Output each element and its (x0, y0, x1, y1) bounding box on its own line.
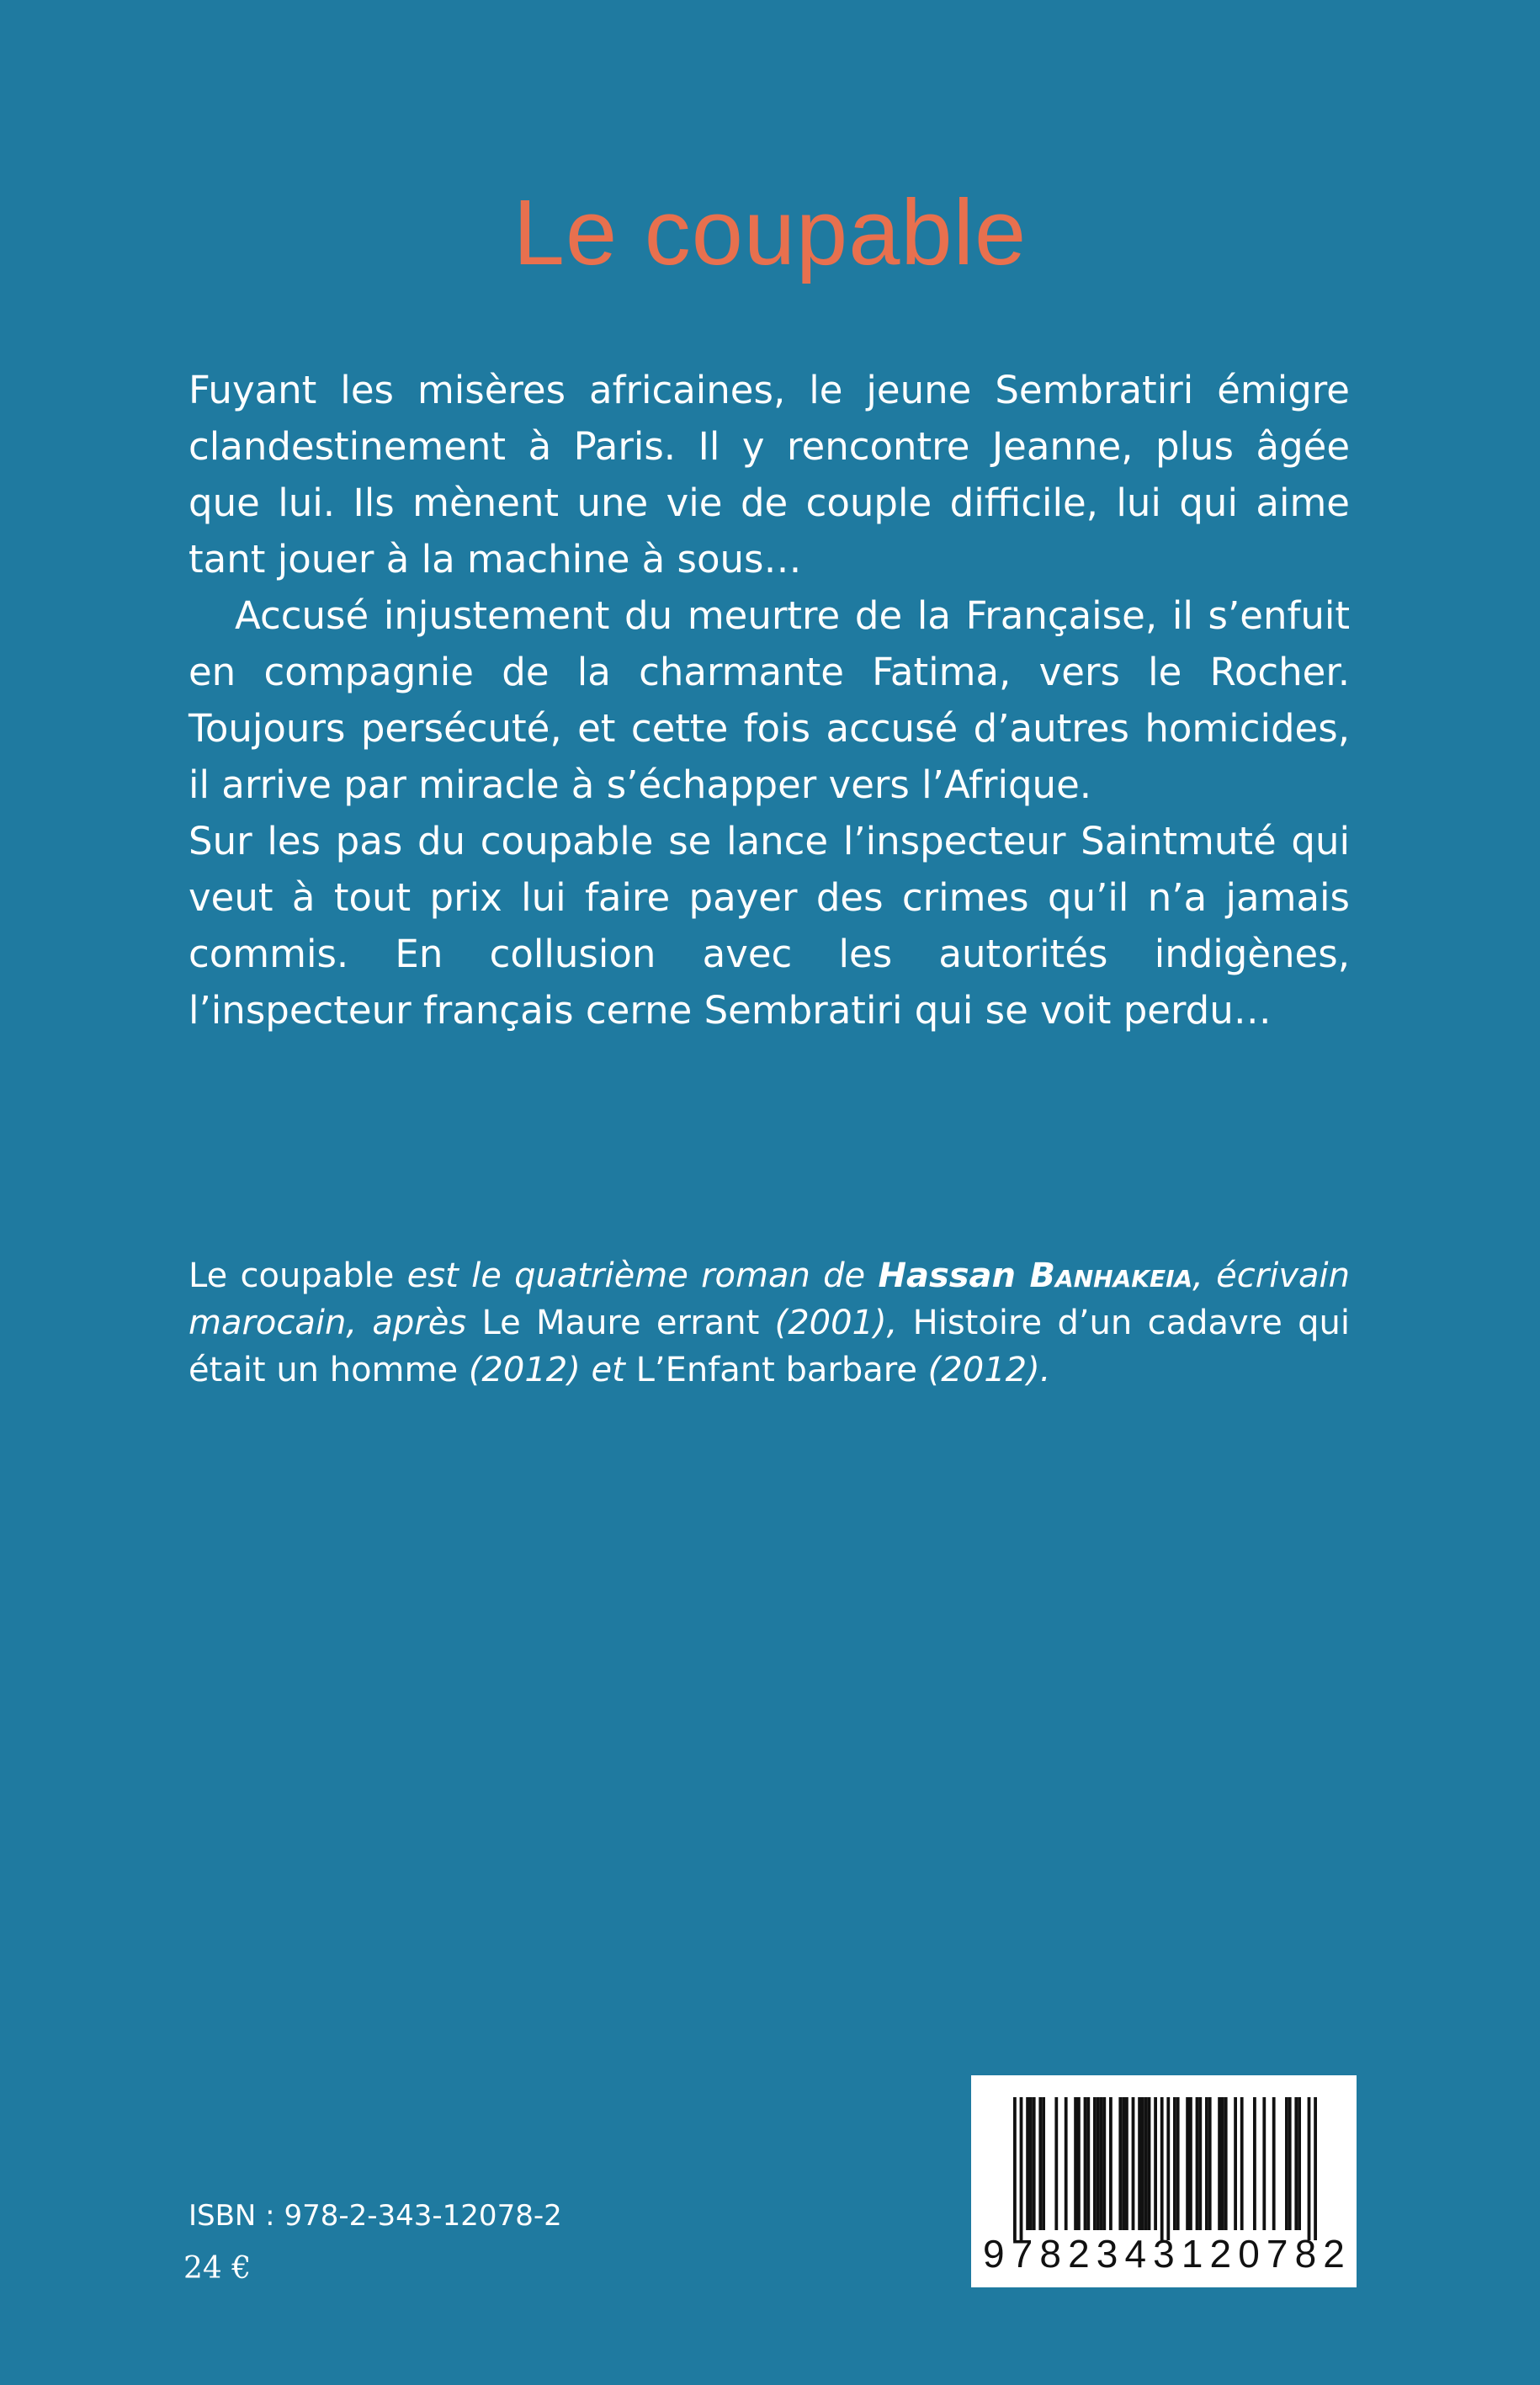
book-title: Le coupable (512, 181, 1028, 284)
barcode-bar (1253, 2097, 1256, 2230)
barcode-bar (1102, 2097, 1106, 2230)
barcode-bar (1029, 2097, 1033, 2230)
blurb-paragraph: Accusé injustement du meurtre de la Française, il s’enfuit en compagnie de la charmante Fatima, vers le Rocher. Toujours persécuté, et cette fois accusé d’autres homicides, il arrive par miracle à s’échapper vers l’Afrique. (189, 593, 1350, 807)
author-name (878, 1256, 1192, 1295)
barcode-bar (1148, 2097, 1151, 2230)
barcode-digit: 2 (1209, 2232, 1232, 2276)
barcode-bar (1166, 2097, 1170, 2240)
barcode-bar (1218, 2097, 1221, 2230)
barcode-bar (1262, 2097, 1266, 2230)
about-phrase: est le quatrième roman de (394, 1256, 879, 1295)
previous-work: Histoire d’un cadavre qui était un homme (189, 1304, 1351, 1389)
barcode-bar (1084, 2097, 1087, 2230)
author-last-name: Banhakeia (1029, 1256, 1193, 1295)
barcode-bar (1020, 2097, 1023, 2240)
work-year: (2012) et (458, 1351, 636, 1389)
barcode-digit: 4 (1124, 2232, 1147, 2276)
barcode-bar (1144, 2097, 1148, 2230)
barcode-digit: 3 (1096, 2232, 1118, 2276)
barcode-bar (1196, 2097, 1199, 2230)
barcode-bar (1122, 2097, 1125, 2230)
barcode-bar (1097, 2097, 1100, 2230)
barcode-digit: 9 (983, 2232, 1005, 2276)
barcode-bar (1186, 2097, 1189, 2230)
barcode-bar (1288, 2097, 1292, 2230)
barcode-bar (1074, 2097, 1077, 2230)
barcode-bar (1042, 2097, 1045, 2230)
barcode-digit: 0 (1238, 2232, 1260, 2276)
barcode-bar (1285, 2097, 1288, 2230)
barcode-bar (1093, 2097, 1097, 2230)
barcode-bar (1173, 2097, 1176, 2230)
barcode-bar (1240, 2097, 1244, 2230)
blurb-paragraph: Sur les pas du coupable se lance l’inspecteur Saintmuté qui veut à tout prix lui faire payer des crimes qu’il n’a jamais commis. En collusion avec les autorités indigènes, l’inspecteur français cerne Sembratiri qui se voit perdu… (189, 819, 1350, 1033)
about-phrase: , écrivain marocain, après (189, 1256, 1350, 1342)
barcode-bar (1109, 2097, 1113, 2230)
barcode-bar (1154, 2097, 1157, 2230)
barcode-digit: 2 (1323, 2232, 1345, 2276)
barcode-digit: 8 (1039, 2232, 1061, 2276)
barcode-digit: 3 (1153, 2232, 1175, 2276)
barcode-bar (1198, 2097, 1202, 2230)
price: 24 € (183, 2251, 252, 2286)
barcode-digit: 1 (1181, 2232, 1203, 2276)
barcode-bar (1141, 2097, 1144, 2230)
barcode-bar (1013, 2097, 1017, 2240)
barcode-bar (1118, 2097, 1122, 2230)
barcode-bar (1086, 2097, 1090, 2230)
barcode-bar (1026, 2097, 1029, 2230)
barcode-bar (1294, 2097, 1298, 2230)
barcode-bar (1160, 2097, 1164, 2240)
barcode-bar (1272, 2097, 1276, 2230)
barcode-digit: 7 (1011, 2232, 1033, 2276)
barcode-bar (1125, 2097, 1128, 2230)
barcode-bar (1176, 2097, 1180, 2230)
blurb-paragraph: Fuyant les misères africaines, le jeune Sembratiri émigre clandestinement à Paris. Il y rencontre Jeanne, plus âgée que lui. Ils mènent une vie de couple difficile, lui qui aime tant jouer à la machine à sous… (189, 368, 1350, 582)
barcode-bar (1208, 2097, 1212, 2230)
about-book-title: Le coupable (189, 1256, 395, 1295)
barcode-bar (1033, 2097, 1036, 2230)
barcode-bar (1314, 2097, 1317, 2240)
barcode-bar (1132, 2097, 1135, 2230)
barcode-bar (1100, 2097, 1103, 2230)
author-first-name: Hassan (878, 1256, 1030, 1295)
barcode-digit: 8 (1294, 2232, 1317, 2276)
barcode-number (983, 2232, 1345, 2276)
previous-work: L’Enfant barbare (635, 1351, 917, 1389)
barcode-bar (1138, 2097, 1141, 2230)
isbn: ISBN : 978-2-343-12078-2 (189, 2199, 562, 2233)
previous-work: Le Maure errant (481, 1304, 760, 1342)
barcode-bar (1224, 2097, 1228, 2230)
barcode-bar (1189, 2097, 1192, 2230)
barcode-bar (1038, 2097, 1042, 2230)
barcode-bar (1298, 2097, 1301, 2230)
barcode-bar (1205, 2097, 1208, 2230)
barcode-bar (1234, 2097, 1237, 2230)
barcode (971, 2075, 1357, 2287)
barcode-digit: 7 (1266, 2232, 1288, 2276)
author-note (189, 1252, 1350, 1394)
barcode-digit: 2 (1068, 2232, 1090, 2276)
work-year: (2012). (916, 1351, 1051, 1389)
barcode-bar (1308, 2097, 1311, 2240)
back-cover-blurb (189, 362, 1350, 1038)
barcode-bar (1054, 2097, 1058, 2230)
barcode-bar (1077, 2097, 1081, 2230)
work-year: (2001), (759, 1304, 913, 1342)
barcode-bar (1221, 2097, 1224, 2230)
barcode-bar (1065, 2097, 1068, 2230)
